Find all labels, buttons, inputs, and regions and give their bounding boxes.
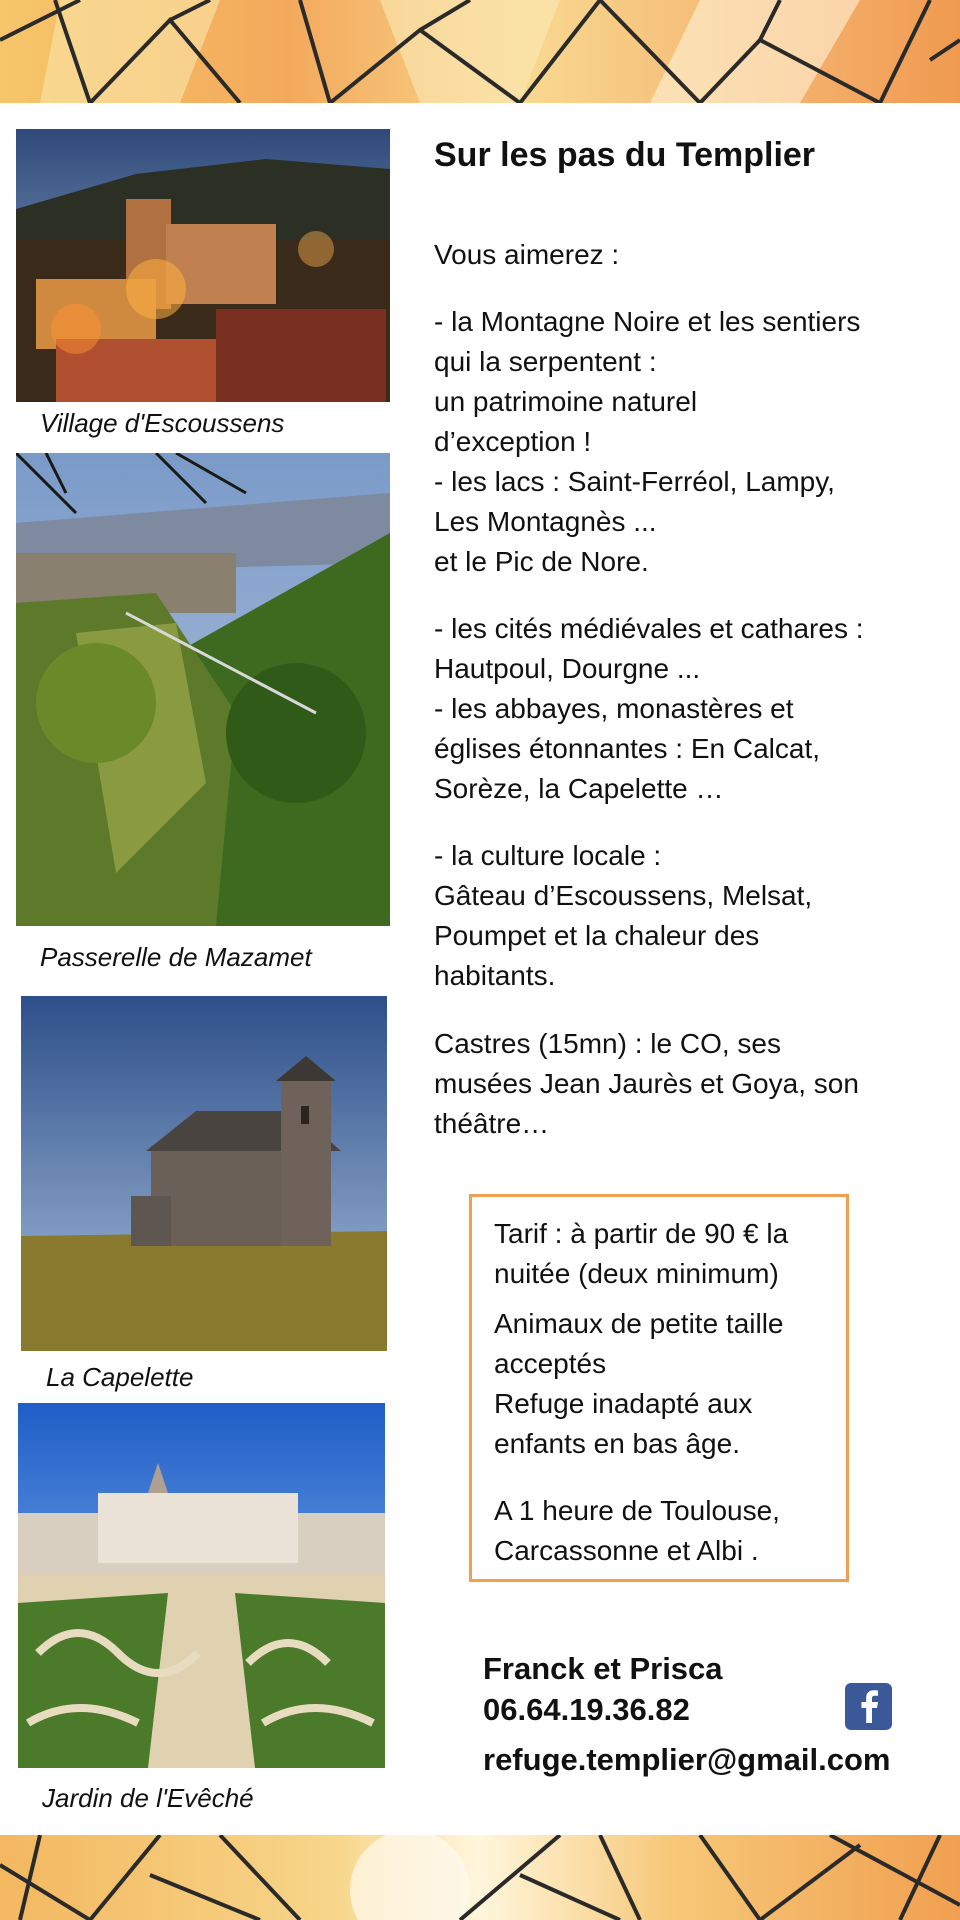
tarif-line: Carcassonne et Albi . bbox=[494, 1535, 759, 1566]
text-line: - les abbayes, monastères et bbox=[434, 693, 794, 724]
paragraph-nature bbox=[434, 302, 944, 582]
paragraph-cites bbox=[434, 609, 944, 809]
text-line: - la culture locale : bbox=[434, 840, 662, 871]
text-line: d’exception ! bbox=[434, 426, 592, 457]
text-line: - la Montagne Noire et les sentiers bbox=[434, 306, 861, 337]
tarif-line: enfants en bas âge. bbox=[494, 1428, 740, 1459]
paragraph-castres bbox=[434, 1024, 944, 1144]
tarif-line: Tarif : à partir de 90 € la bbox=[494, 1218, 789, 1249]
text-line: théâtre… bbox=[434, 1108, 550, 1139]
facebook-icon[interactable] bbox=[845, 1683, 892, 1730]
text-line: un patrimoine naturel bbox=[434, 386, 698, 417]
tarif-line: A 1 heure de Toulouse, bbox=[494, 1495, 780, 1526]
text-line: et le Pic de Nore. bbox=[434, 546, 649, 577]
tarif-line: Animaux de petite taille bbox=[494, 1308, 784, 1339]
text-line: Les Montagnès ... bbox=[434, 506, 657, 537]
text-line: églises étonnantes : En Calcat, bbox=[434, 733, 821, 764]
photo-caption: La Capelette bbox=[46, 1362, 194, 1392]
photo-caption: Jardin de l'Evêché bbox=[42, 1783, 254, 1813]
tarif-line: Refuge inadapté aux bbox=[494, 1388, 753, 1419]
text-line: habitants. bbox=[434, 960, 556, 991]
photo-passerelle bbox=[16, 453, 390, 926]
intro-line: Vous aimerez : bbox=[434, 239, 620, 270]
photo-caption: Passerelle de Mazamet bbox=[40, 942, 312, 972]
photo-caption: Village d'Escoussens bbox=[40, 408, 285, 438]
text-line: - les cités médiévales et cathares : bbox=[434, 613, 864, 644]
bottom-decorative-band bbox=[0, 1835, 960, 1920]
contact-phone[interactable]: 06.64.19.36.82 bbox=[483, 1692, 690, 1727]
tarif-line: acceptés bbox=[494, 1348, 607, 1379]
paragraph-culture bbox=[434, 836, 944, 996]
text-line: qui la serpentent : bbox=[434, 346, 657, 377]
photo-capelette bbox=[21, 996, 387, 1351]
photo-jardin bbox=[18, 1403, 385, 1768]
text-line: Hautpoul, Dourgne ... bbox=[434, 653, 701, 684]
text-line: Castres (15mn) : le CO, ses bbox=[434, 1028, 781, 1059]
tarif-line: nuitée (deux minimum) bbox=[494, 1258, 779, 1289]
text-line: Gâteau d’Escoussens, Melsat, bbox=[434, 880, 813, 911]
intro-text bbox=[434, 235, 944, 275]
photo-village bbox=[16, 129, 390, 402]
text-line: musées Jean Jaurès et Goya, son bbox=[434, 1068, 859, 1099]
text-line: Poumpet et la chaleur des bbox=[434, 920, 760, 951]
text-line: - les lacs : Saint-Ferréol, Lampy, bbox=[434, 466, 835, 497]
contact-names: Franck et Prisca bbox=[483, 1651, 723, 1686]
page-title: Sur les pas du Templier bbox=[434, 136, 816, 174]
contact-email[interactable]: refuge.templier@gmail.com bbox=[483, 1742, 891, 1777]
top-decorative-band bbox=[0, 0, 960, 103]
text-line: Sorèze, la Capelette … bbox=[434, 773, 724, 804]
